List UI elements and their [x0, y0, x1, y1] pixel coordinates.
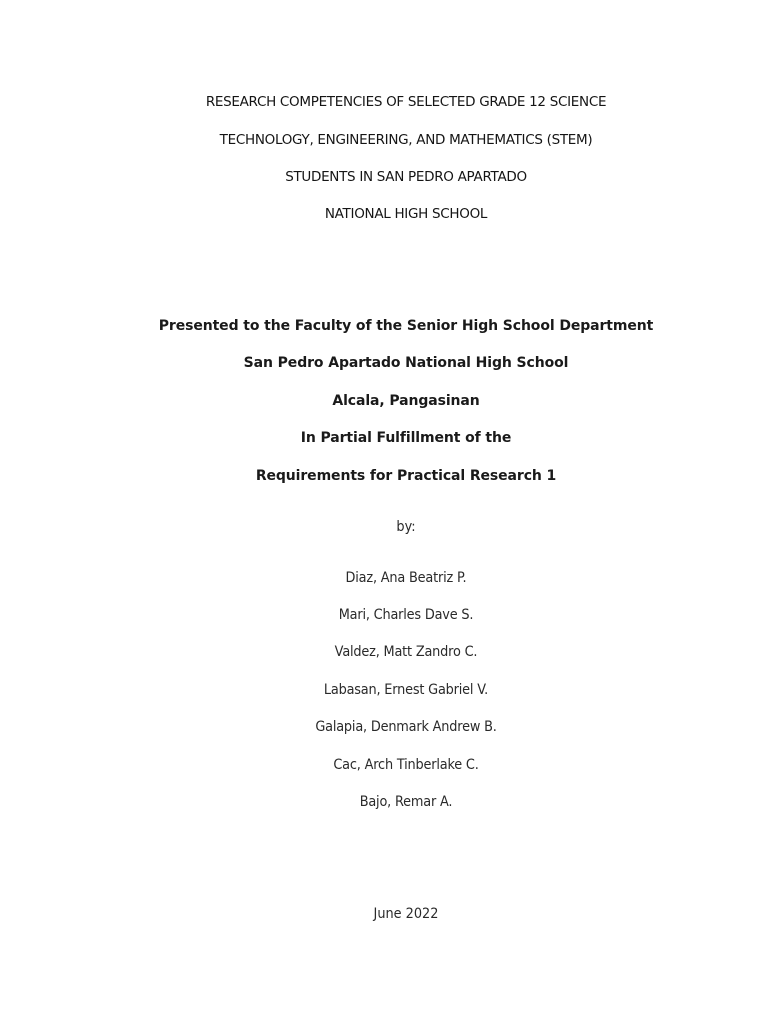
author-6: Cac, Arch Tinberlake C.	[333, 757, 479, 773]
presented-to-line: Presented to the Faculty of the Senior High School Department	[158, 318, 654, 334]
author-3: Valdez, Matt Zandro C.	[334, 644, 478, 660]
title-line-4: NATIONAL HIGH SCHOOL	[324, 206, 488, 222]
author-2: Mari, Charles Dave S.	[338, 607, 474, 623]
author-4: Labasan, Ernest Gabriel V.	[323, 682, 489, 698]
by-label: by:	[396, 519, 416, 535]
school-name-line: San Pedro Apartado National High School	[243, 355, 569, 371]
requirements-line: Requirements for Practical Research 1	[255, 468, 557, 484]
author-5: Galapia, Denmark Andrew B.	[315, 719, 497, 735]
title-line-3: STUDENTS IN SAN PEDRO APARTADO	[285, 169, 527, 185]
author-1: Diaz, Ana Beatriz P.	[345, 570, 467, 586]
school-location-line: Alcala, Pangasinan	[332, 393, 480, 409]
title-line-1: RESEARCH COMPETENCIES OF SELECTED GRADE 12 SCIENCE	[205, 94, 607, 110]
partial-fulfillment-line: In Partial Fulfillment of the	[300, 430, 512, 446]
title-line-2: TECHNOLOGY, ENGINEERING, AND MATHEMATICS (STEM)	[219, 132, 593, 148]
author-7: Bajo, Remar A.	[359, 794, 453, 810]
submission-date: June 2022	[373, 906, 439, 922]
